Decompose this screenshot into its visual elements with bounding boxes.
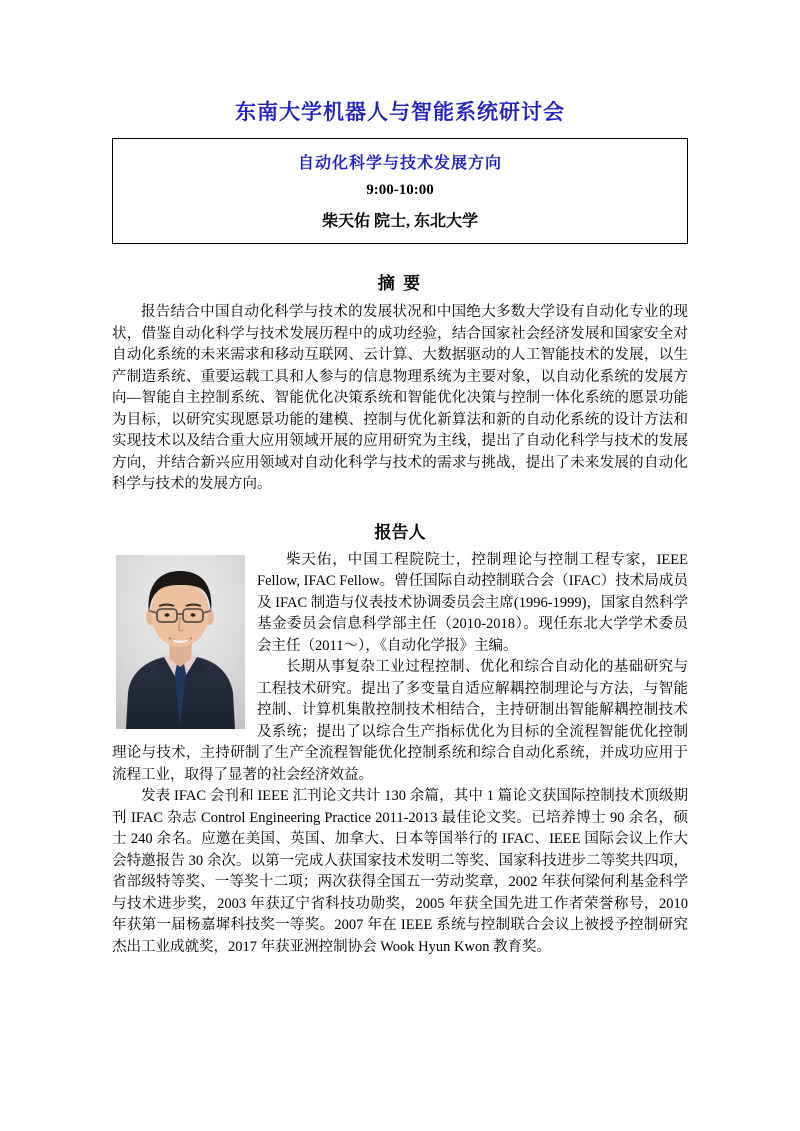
speaker-bio-paragraph-2: 长期从事复杂工业过程控制、优化和综合自动化的基础研究与工程技术研究。提出了多变量自适应解耦控制理论与方法，与智能控制、计算机集散控制技术相结合，主持研制出智能解耦控制技术及系统；提出了以综合生产指标优化为目标的全流程智能优化控制理论与技术，主持研制了生产全流程智能优化控制系统和综合自动化系统，并成功应用于流程工业，取得了显著的社会经济效益。 — [112, 659, 688, 783]
page-title: 东南大学机器人与智能系统研讨会 — [235, 100, 565, 124]
session-topic: 自动化科学与技术发展方向 — [297, 155, 502, 172]
session-box — [112, 138, 688, 244]
speaker-bio-paragraph-1: 柴天佑，中国工程院院士，控制理论与控制工程专家，IEEE Fellow, IFAC Fellow。曾任国际自动控制联合会（IFAC）技术局成员及 IFAC 制造与仪表技术协调委员会主席(1996-1999)，国家自然科学基金委员会信息科学部主任（2010-2018）。现任东北大学学术委员会主任（2011～），《自动化学报》主编。 — [257, 551, 688, 654]
abstract-heading: 摘 要 — [377, 274, 423, 293]
session-time: 9:00-10:00 — [366, 182, 434, 198]
speaker-bio-paragraph-3: 发表 IFAC 会刊和 IEEE 汇刊论文共计 130 余篇，其中 1 篇论文获国际控制技术顶级期刊 IFAC 杂志 Control Engineering Practice 2011-2013 最佳论文奖。已培养博士 90 余名，硕士 240 余名。应邀在美国、英国、加拿大、日本等国举行的 IFAC、IEEE 国际会议上作大会特邀报告 30 余次。以第一完成人获国家技术发明二等奖、国家科技进步二等奖共四项，省部级特等奖、一等奖十二项；两次获得全国五一劳动奖章，2002 年获何梁何利基金科学与技术进步奖，2003 年获辽宁省科技功勋奖，2005 年获全国先进工作者荣誉称号，2010 年获第一届杨嘉墀科技奖一等奖。2007 年在 IEEE 系统与控制联合会议上被授予控制研究杰出工业成就奖，2017 年获亚洲控制协会 Wook Hyun Kwon 教育奖。 — [112, 788, 688, 955]
session-speaker-line: 柴天佑 院士, 东北大学 — [321, 213, 478, 230]
speaker-section — [112, 550, 688, 959]
abstract-body: 报告结合中国自动化科学与技术的发展状况和中国绝大多数大学设有自动化专业的现状，借鉴自动化科学与技术发展历程中的成功经验，结合国家社会经济发展和国家安全对自动化系统的未来需求和移动互联网、云计算、大数据驱动的人工智能技术的发展，以生产制造系统、重要运载工具和人参与的信息物理系统为主要对象，以自动化系统的发展方向—智能自主控制系统、智能优化决策系统和智能优化决策与控制一体化系统的愿景功能为目标，以研究实现愿景功能的建模、控制与优化新算法和新的自动化系统的设计方法和实现技术以及结合重大应用领域开展的应用研究为主线，提出了自动化科学与技术的发展方向，并结合新兴应用领域对自动化科学与技术的需求与挑战，提出了未来发展的自动化科学与技术的发展方向。 — [112, 304, 688, 492]
speaker-heading: 报告人 — [374, 522, 426, 542]
speaker-photo — [116, 555, 245, 729]
